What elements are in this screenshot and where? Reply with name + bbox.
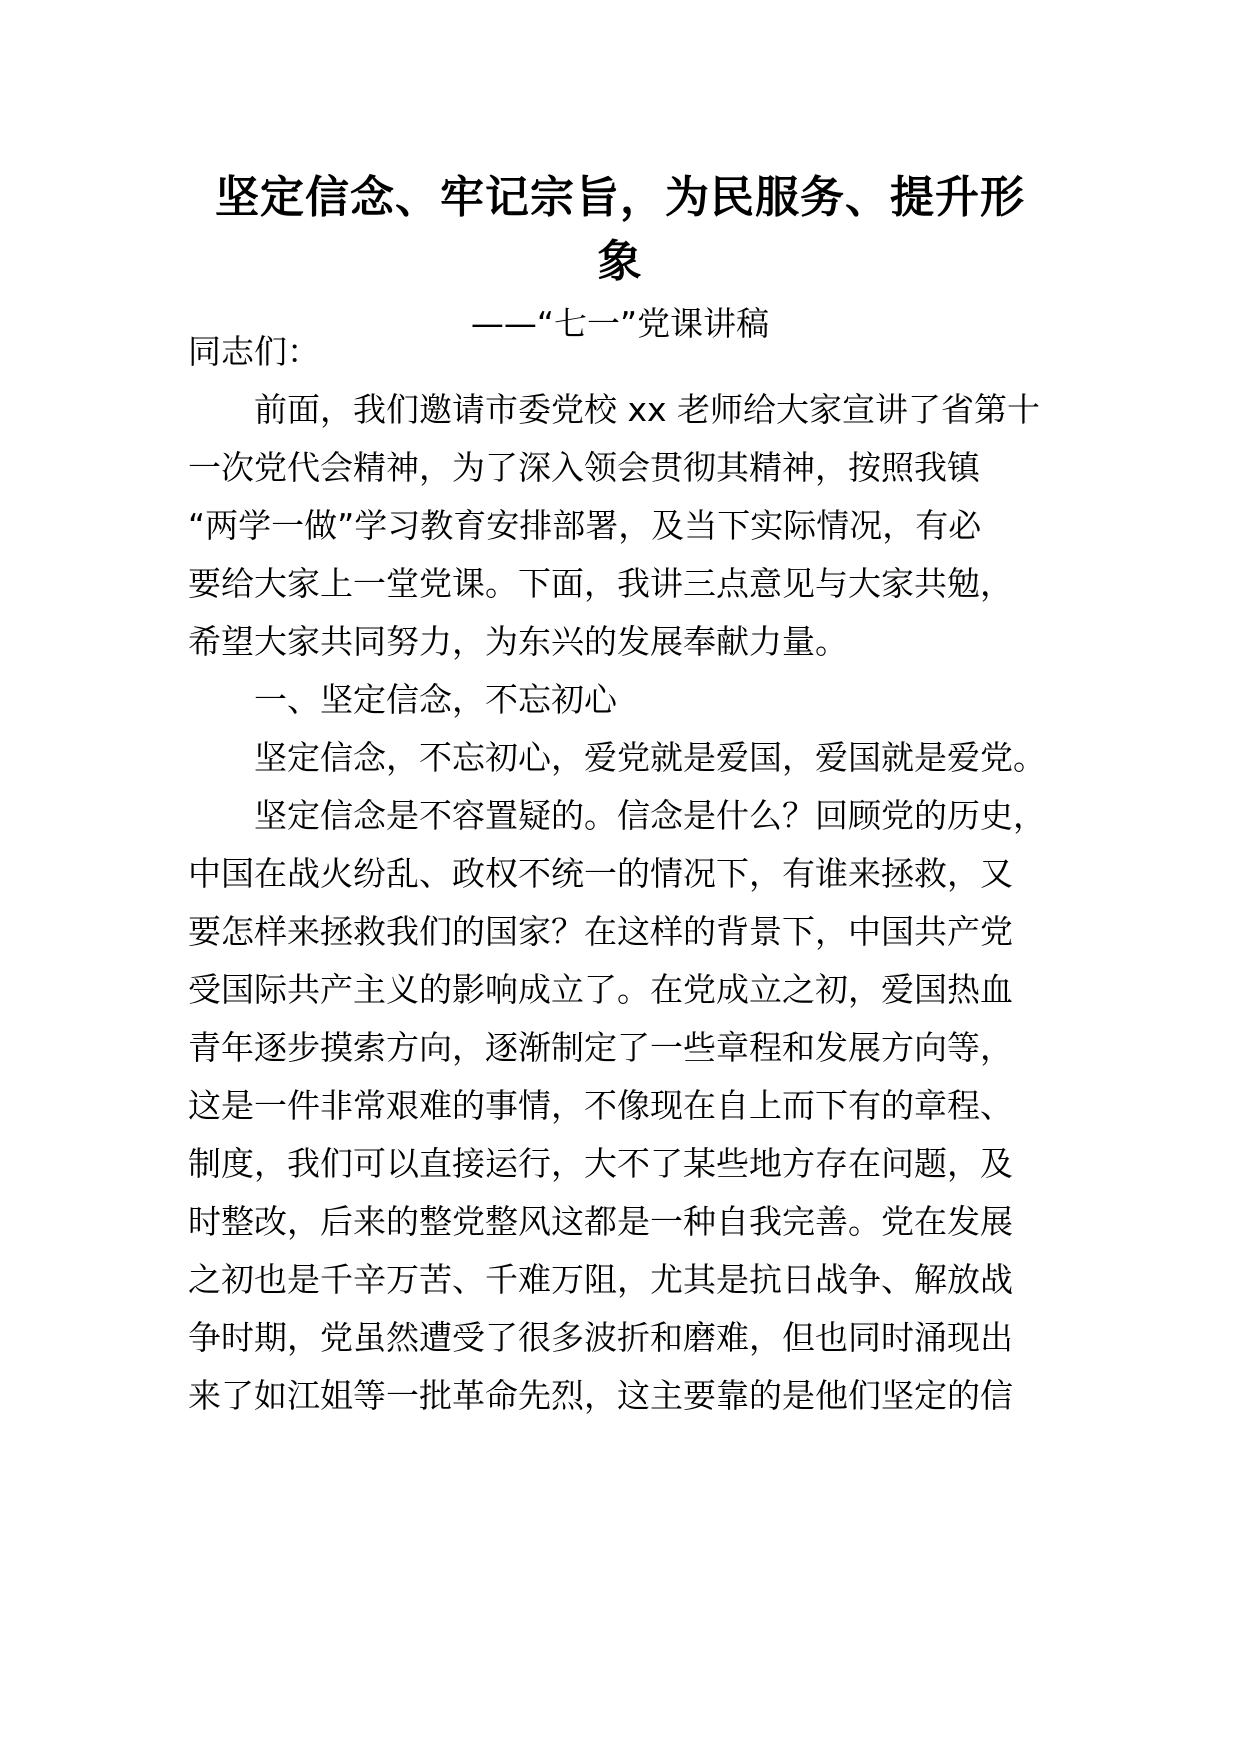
paragraph-line: 坚定信念是不容置疑的。信念是什么？回顾党的历史， (254, 796, 1046, 835)
paragraph-line: 青年逐步摸索方向，逐渐制定了一些章程和发展方向等， (188, 1028, 1013, 1067)
paragraph-line: 时整改，后来的整党整风这都是一种自我完善。党在发展 (188, 1202, 1013, 1241)
paragraph-line: 中国在战火纷乱、政权不统一的情况下，有谁来拯救，又 (188, 854, 1013, 893)
paragraph-line: “两学一做”学习教育安排部署，及当下实际情况，有必 (188, 506, 982, 545)
paragraph-line: 要给大家上一堂党课。下面，我讲三点意见与大家共勉， (188, 564, 1013, 603)
paragraph-line: 希望大家共同努力，为东兴的发展奉献力量。 (188, 622, 848, 661)
paragraph-line: 坚定信念，不忘初心，爱党就是爱国，爱国就是爱党。 (254, 738, 1046, 777)
document-title-line-2: 象 (597, 236, 643, 287)
paragraph-line: 这是一件非常艰难的事情，不像现在自上而下有的章程、 (188, 1086, 1013, 1125)
paragraph-line: 制度，我们可以直接运行，大不了某些地方存在问题，及 (188, 1144, 1013, 1183)
paragraph-line: 争时期，党虽然遭受了很多波折和磨难，但也同时涌现出 (188, 1318, 1013, 1357)
section-heading: 一、坚定信念，不忘初心 (254, 680, 617, 719)
paragraph-line: 前面，我们邀请市委党校 xx 老师给大家宣讲了省第十 (254, 390, 1041, 429)
paragraph-line: 受国际共产主义的影响成立了。在党成立之初，爱国热血 (188, 970, 1013, 1009)
salutation: 同志们： (188, 332, 320, 371)
paragraph-line: 要怎样来拯救我们的国家？在这样的背景下，中国共产党 (188, 912, 1013, 951)
document-title-line-1: 坚定信念、牢记宗旨，为民服务、提升形 (215, 172, 1025, 223)
paragraph-line: 一次党代会精神，为了深入领会贯彻其精神，按照我镇 (188, 448, 980, 487)
paragraph-line: 之初也是千辛万苦、千难万阻，尤其是抗日战争、解放战 (188, 1260, 1013, 1299)
document-subtitle: ——“七一”党课讲稿 (470, 304, 770, 343)
paragraph-line: 来了如江姐等一批革命先烈，这主要靠的是他们坚定的信 (188, 1376, 1013, 1415)
